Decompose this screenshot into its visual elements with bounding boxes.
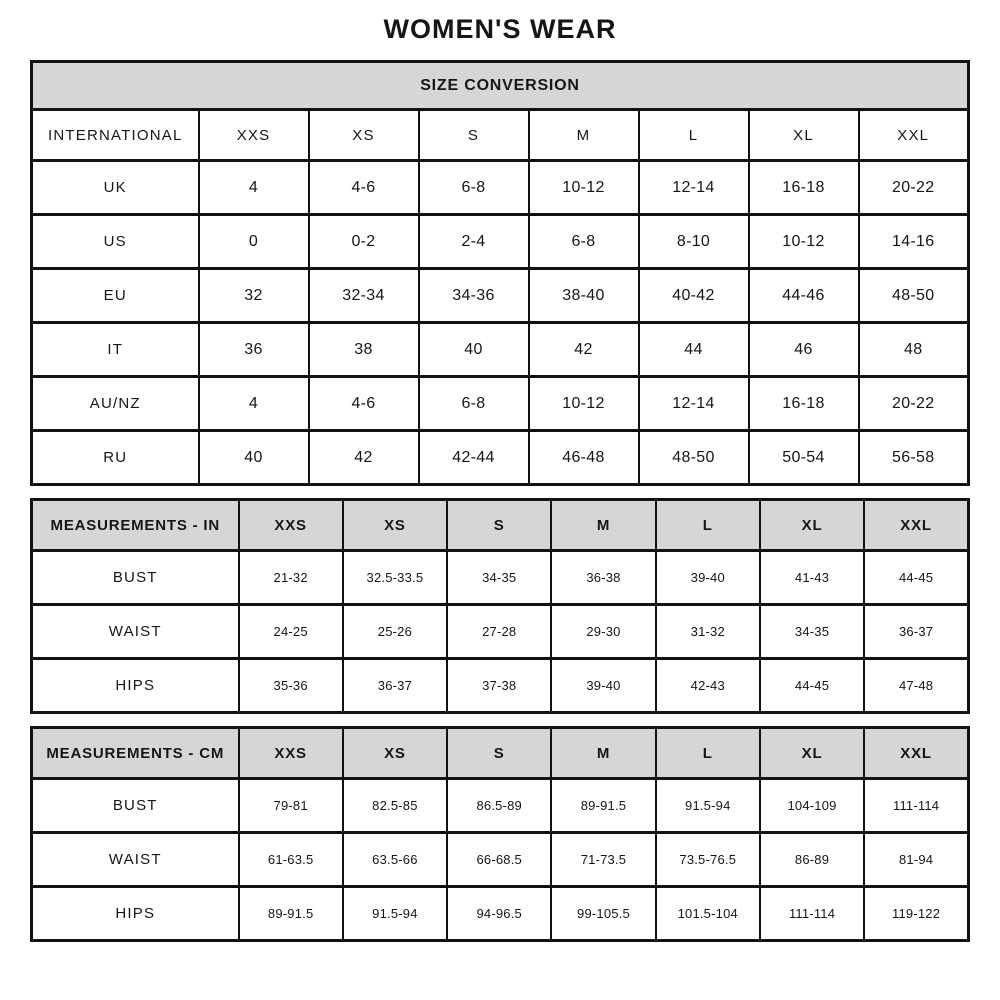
size-cell: 34-36 xyxy=(419,269,529,323)
measurement-cell: 47-48 xyxy=(864,659,968,713)
size-cell: 42-44 xyxy=(419,431,529,485)
table-row-bust-in xyxy=(32,551,969,605)
col-header-xs: XS xyxy=(343,728,447,779)
size-cell: 12-14 xyxy=(639,377,749,431)
measurements-in-header-row xyxy=(32,500,969,551)
measurement-cell: 63.5-66 xyxy=(343,833,447,887)
size-conversion-column-header-row xyxy=(32,110,969,161)
size-cell: 38 xyxy=(309,323,419,377)
measurements-cm-table xyxy=(30,726,970,942)
row-label-it: IT xyxy=(32,323,199,377)
measurement-cell: 89-91.5 xyxy=(239,887,343,941)
measurement-cell: 86-89 xyxy=(760,833,864,887)
size-cell: 4 xyxy=(199,377,309,431)
measurement-cell: 21-32 xyxy=(239,551,343,605)
measurement-cell: 24-25 xyxy=(239,605,343,659)
measurement-cell: 79-81 xyxy=(239,779,343,833)
table-row-eu xyxy=(32,269,969,323)
col-header-s: S xyxy=(447,728,551,779)
measurement-cell: 41-43 xyxy=(760,551,864,605)
measurements-cm-header-row xyxy=(32,728,969,779)
col-header-xl: XL xyxy=(760,728,864,779)
measurements-in-table xyxy=(30,498,970,714)
measurement-cell: 66-68.5 xyxy=(447,833,551,887)
size-cell: 14-16 xyxy=(859,215,969,269)
size-cell: 40 xyxy=(199,431,309,485)
row-label-uk: UK xyxy=(32,161,199,215)
measurement-cell: 36-37 xyxy=(864,605,968,659)
measurement-cell: 61-63.5 xyxy=(239,833,343,887)
size-cell: 4 xyxy=(199,161,309,215)
col-header-xxl: XXL xyxy=(864,728,968,779)
size-cell: 48-50 xyxy=(859,269,969,323)
size-cell: 12-14 xyxy=(639,161,749,215)
size-cell: 32 xyxy=(199,269,309,323)
measurement-cell: 25-26 xyxy=(343,605,447,659)
measurements-cm-header: MEASUREMENTS - CM xyxy=(32,728,239,779)
row-label-bust: BUST xyxy=(32,779,239,833)
measurement-cell: 91.5-94 xyxy=(343,887,447,941)
col-header-xxl: XXL xyxy=(864,500,968,551)
measurement-cell: 73.5-76.5 xyxy=(656,833,760,887)
col-header-l: L xyxy=(656,500,760,551)
col-header-s: S xyxy=(419,110,529,161)
table-row-hips-cm xyxy=(32,887,969,941)
size-cell: 0-2 xyxy=(309,215,419,269)
table-row-bust-cm xyxy=(32,779,969,833)
size-cell: 10-12 xyxy=(749,215,859,269)
measurement-cell: 111-114 xyxy=(864,779,968,833)
col-header-xxs: XXS xyxy=(239,500,343,551)
size-cell: 6-8 xyxy=(529,215,639,269)
measurement-cell: 94-96.5 xyxy=(447,887,551,941)
measurement-cell: 36-38 xyxy=(551,551,655,605)
size-cell: 2-4 xyxy=(419,215,529,269)
measurement-cell: 82.5-85 xyxy=(343,779,447,833)
size-cell: 48 xyxy=(859,323,969,377)
size-cell: 42 xyxy=(529,323,639,377)
measurement-cell: 86.5-89 xyxy=(447,779,551,833)
measurement-cell: 27-28 xyxy=(447,605,551,659)
col-header-international: INTERNATIONAL xyxy=(32,110,199,161)
table-row-waist-cm xyxy=(32,833,969,887)
measurement-cell: 37-38 xyxy=(447,659,551,713)
col-header-m: M xyxy=(529,110,639,161)
col-header-xxs: XXS xyxy=(239,728,343,779)
size-conversion-banner-row xyxy=(32,62,969,110)
measurement-cell: 89-91.5 xyxy=(551,779,655,833)
measurement-cell: 99-105.5 xyxy=(551,887,655,941)
size-cell: 56-58 xyxy=(859,431,969,485)
row-label-hips: HIPS xyxy=(32,887,239,941)
size-cell: 0 xyxy=(199,215,309,269)
col-header-xl: XL xyxy=(749,110,859,161)
measurement-cell: 101.5-104 xyxy=(656,887,760,941)
row-label-ru: RU xyxy=(32,431,199,485)
col-header-m: M xyxy=(551,500,655,551)
row-label-hips: HIPS xyxy=(32,659,239,713)
size-cell: 10-12 xyxy=(529,161,639,215)
measurement-cell: 44-45 xyxy=(760,659,864,713)
measurement-cell: 81-94 xyxy=(864,833,968,887)
row-label-aunz: AU/NZ xyxy=(32,377,199,431)
size-cell: 32-34 xyxy=(309,269,419,323)
measurement-cell: 39-40 xyxy=(656,551,760,605)
measurement-cell: 31-32 xyxy=(656,605,760,659)
size-conversion-header: SIZE CONVERSION xyxy=(32,62,969,110)
size-cell: 42 xyxy=(309,431,419,485)
size-cell: 6-8 xyxy=(419,377,529,431)
measurement-cell: 35-36 xyxy=(239,659,343,713)
size-cell: 36 xyxy=(199,323,309,377)
size-cell: 40 xyxy=(419,323,529,377)
measurements-in-header: MEASUREMENTS - IN xyxy=(32,500,239,551)
page-title: WOMEN'S WEAR xyxy=(383,14,617,44)
size-cell: 16-18 xyxy=(749,377,859,431)
measurement-cell: 104-109 xyxy=(760,779,864,833)
size-conversion-table xyxy=(30,60,970,486)
col-header-xs: XS xyxy=(309,110,419,161)
col-header-xxs: XXS xyxy=(199,110,309,161)
col-header-m: M xyxy=(551,728,655,779)
table-row-uk xyxy=(32,161,969,215)
row-label-eu: EU xyxy=(32,269,199,323)
col-header-xl: XL xyxy=(760,500,864,551)
size-cell: 44 xyxy=(639,323,749,377)
size-cell: 50-54 xyxy=(749,431,859,485)
col-header-xs: XS xyxy=(343,500,447,551)
size-cell: 20-22 xyxy=(859,377,969,431)
size-cell: 48-50 xyxy=(639,431,749,485)
size-cell: 40-42 xyxy=(639,269,749,323)
table-row-aunz xyxy=(32,377,969,431)
size-cell: 46 xyxy=(749,323,859,377)
col-header-s: S xyxy=(447,500,551,551)
measurement-cell: 34-35 xyxy=(447,551,551,605)
measurement-cell: 39-40 xyxy=(551,659,655,713)
table-row-ru xyxy=(32,431,969,485)
row-label-us: US xyxy=(32,215,199,269)
size-cell: 4-6 xyxy=(309,161,419,215)
measurement-cell: 34-35 xyxy=(760,605,864,659)
table-row-us xyxy=(32,215,969,269)
row-label-waist: WAIST xyxy=(32,833,239,887)
measurement-cell: 42-43 xyxy=(656,659,760,713)
size-cell: 44-46 xyxy=(749,269,859,323)
size-cell: 46-48 xyxy=(529,431,639,485)
table-row-it xyxy=(32,323,969,377)
col-header-xxl: XXL xyxy=(859,110,969,161)
size-cell: 10-12 xyxy=(529,377,639,431)
measurement-cell: 71-73.5 xyxy=(551,833,655,887)
measurement-cell: 32.5-33.5 xyxy=(343,551,447,605)
measurement-cell: 36-37 xyxy=(343,659,447,713)
size-cell: 20-22 xyxy=(859,161,969,215)
measurement-cell: 119-122 xyxy=(864,887,968,941)
table-row-waist-in xyxy=(32,605,969,659)
size-cell: 16-18 xyxy=(749,161,859,215)
table-row-hips-in xyxy=(32,659,969,713)
size-cell: 6-8 xyxy=(419,161,529,215)
measurement-cell: 111-114 xyxy=(760,887,864,941)
size-cell: 4-6 xyxy=(309,377,419,431)
row-label-waist: WAIST xyxy=(32,605,239,659)
size-cell: 38-40 xyxy=(529,269,639,323)
col-header-l: L xyxy=(639,110,749,161)
measurement-cell: 29-30 xyxy=(551,605,655,659)
row-label-bust: BUST xyxy=(32,551,239,605)
size-cell: 8-10 xyxy=(639,215,749,269)
measurement-cell: 91.5-94 xyxy=(656,779,760,833)
measurement-cell: 44-45 xyxy=(864,551,968,605)
col-header-l: L xyxy=(656,728,760,779)
